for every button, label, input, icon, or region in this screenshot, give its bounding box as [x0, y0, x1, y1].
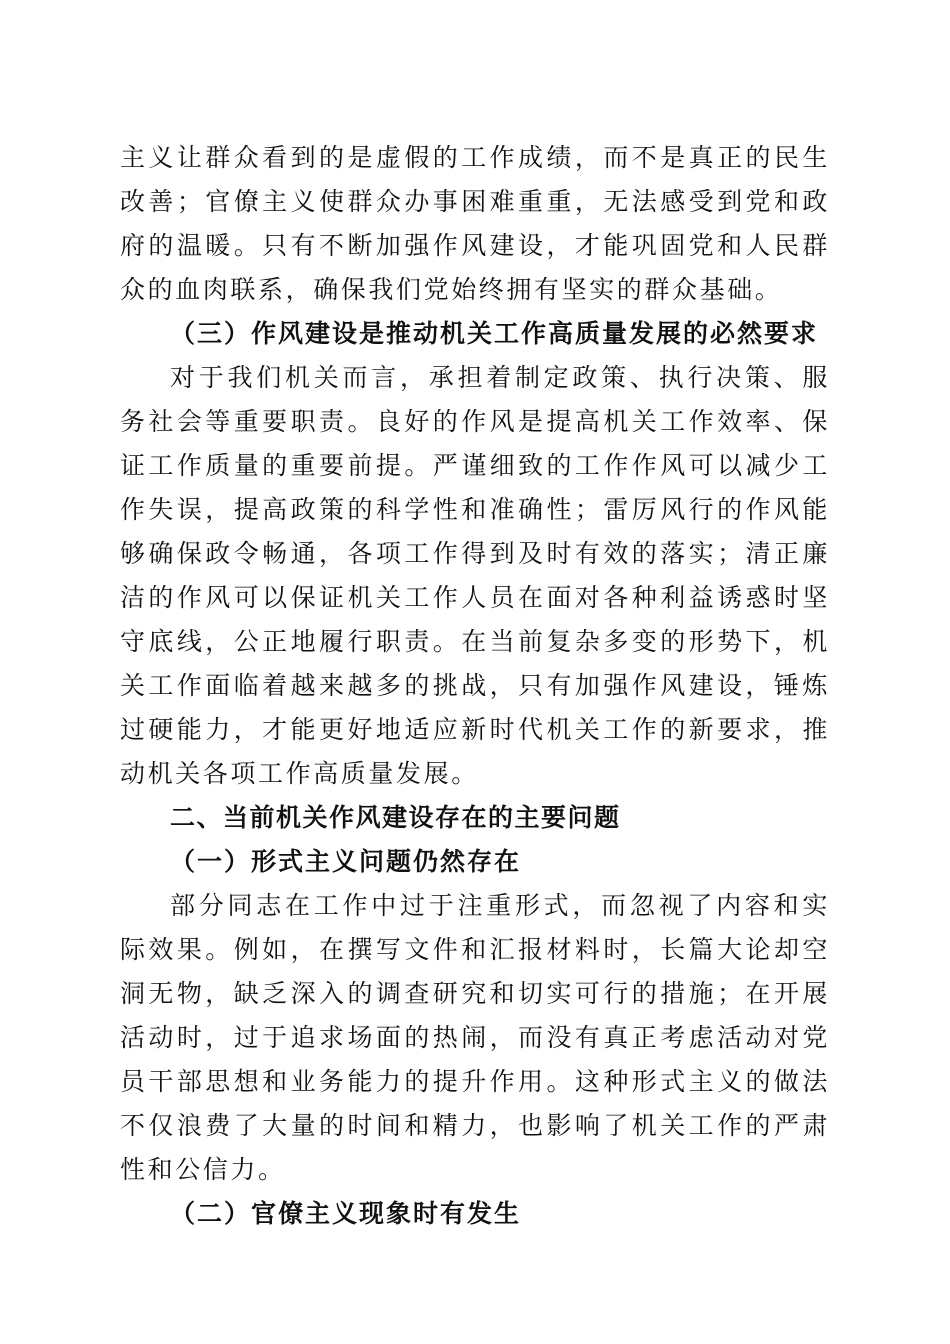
body-paragraph-continued: 主义让群众看到的是虚假的工作成绩，而不是真正的民生改善；官僚主义使群众办事困难重重，无法感受到党和政府的温暖。只有不断加强作风建设，才能巩固党和人民群众的血肉联系，确保我们党始终拥有坚实的群众基础。 — [120, 143, 830, 304]
section-heading-2: 二、当前机关作风建设存在的主要问题 — [170, 803, 621, 832]
document-page — [120, 136, 830, 1236]
body-paragraph-formalism: 部分同志在工作中过于注重形式，而忽视了内容和实际效果。例如，在撰写文件和汇报材料时，长篇大论却空洞无物，缺乏深入的调查研究和切实可行的措施；在开展活动时，过于追求场面的热闹，而没有真正考虑活动对党员干部思想和业务能力的提升作用。这种形式主义的做法不仅浪费了大量的时间和精力，也影响了机关工作的严肃性和公信力。 — [120, 891, 830, 1184]
subheading-1: （一）形式主义问题仍然存在 — [170, 847, 522, 876]
body-paragraph-work-style: 对于我们机关而言，承担着制定政策、执行决策、服务社会等重要职责。良好的作风是提高机关工作效率、保证工作质量的重要前提。严谨细致的工作作风可以减少工作失误，提高政策的科学性和准确性；雷厉风行的作风能够确保政令畅通，各项工作得到及时有效的落实；清正廉洁的作风可以保证机关工作人员在面对各种利益诱惑时坚守底线，公正地履行职责。在当前复杂多变的形势下，机关工作面临着越来越多的挑战，只有加强作风建设，锤炼过硬能力，才能更好地适应新时代机关工作的新要求，推动机关各项工作高质量发展。 — [120, 363, 830, 788]
subheading-3: （三）作风建设是推动机关工作高质量发展的必然要求 — [170, 319, 819, 348]
subheading-2: （二）官僚主义现象时有发生 — [170, 1199, 522, 1228]
